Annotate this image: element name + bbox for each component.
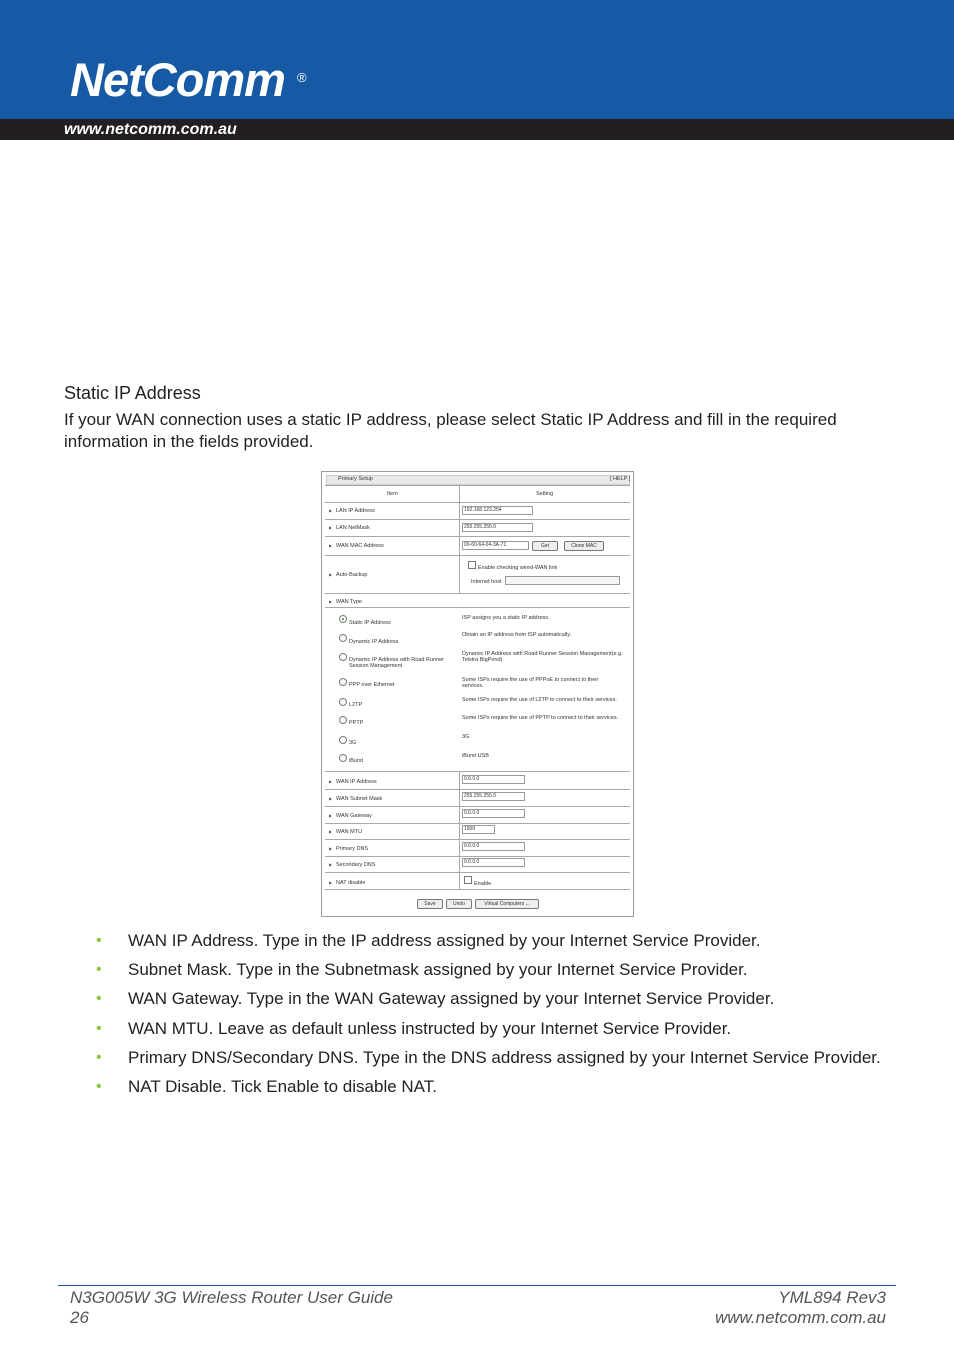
auto-backup-label: Auto-Backup [336,572,368,578]
col-item-header: Item [387,491,398,497]
registered-mark: ® [297,70,307,85]
guide-title: N3G005W 3G Wireless Router User Guide [70,1288,393,1307]
list-item: • Subnet Mask. Type in the Subnetmask assigned by your Internet Service Provider. [96,960,748,980]
radio-pptp[interactable] [339,716,347,724]
brand-logo: NetComm [70,53,285,106]
secondary-dns-input[interactable]: 0.0.0.0 [462,858,525,867]
wan-type-desc: Obtain an IP address from ISP automatically. [462,632,572,638]
clone-mac-button[interactable]: Clone MAC [564,541,604,551]
radio-road-runner[interactable] [339,653,347,661]
bullet-icon: • [96,1019,102,1037]
footer-divider [58,1285,896,1286]
wan-type-option: 3G [349,740,357,746]
wan-type-option: L2TP [349,702,363,708]
virtual-computers-button[interactable]: Virtual Computers ... [475,899,539,909]
arrow-icon: ▶ [329,880,333,885]
section-title: Static IP Address [64,383,201,403]
arrow-icon: ▶ [329,813,333,818]
wan-ip-input[interactable]: 0.0.0.0 [462,775,525,784]
wan-type-desc: Some ISPs require the use of L2TP to connect to their services. [462,697,617,703]
wan-gateway-input[interactable]: 0.0.0.0 [462,809,525,818]
bullet-icon: • [96,961,102,979]
primary-dns-input[interactable]: 0.0.0.0 [462,842,525,851]
field-label: Secondary DNS [336,862,376,868]
wan-type-option: PPTP [349,720,364,726]
save-button[interactable]: Save [417,899,443,909]
wan-mtu-input[interactable]: 1500 [462,825,495,834]
help-link[interactable]: [ HELP ] [610,476,631,482]
wan-type-desc: iBurst USB [462,753,489,759]
wan-type-option: Dynamic IP Address with Road Runner Session Management [349,657,444,669]
field-label: WAN MTU [336,829,363,835]
wan-type-desc: Some ISPs require the use of PPTP to connect to their services. [462,715,619,721]
wan-mac-label: WAN MAC Address [336,543,384,549]
lan-ip-label: LAN IP Address [336,508,375,514]
bullet-icon: • [96,990,102,1008]
wan-mac-input[interactable]: 00-60-64-04-3A-71 [462,541,529,550]
lan-ip-input[interactable]: 192.168.123.254 [462,506,533,515]
footer-url[interactable]: www.netcomm.com.au [715,1308,886,1327]
list-item: • WAN Gateway. Type in the WAN Gateway assigned by your Internet Service Provider. [96,989,775,1009]
section-intro: If your WAN connection uses a static IP address, please select Static IP Address and fill in the required information in the fields provided. [64,410,837,451]
arrow-icon: ▶ [329,846,333,851]
lan-mask-label: LAN NetMask [336,525,370,531]
internet-host-input[interactable] [505,576,620,585]
revision: YML894 Rev3 [778,1288,886,1307]
radio-dynamic-ip[interactable] [339,634,347,642]
arrow-icon: ▶ [329,543,333,548]
field-label: WAN IP Address [336,779,377,785]
col-setting-header: Setting [536,491,554,497]
instructions-list [96,930,916,1105]
arrow-icon: ▶ [329,572,333,577]
list-item: • WAN MTU. Leave as default unless instructed by your Internet Service Provider. [96,1018,732,1038]
radio-static-ip[interactable] [339,615,347,623]
bullet-icon: • [96,932,102,949]
nat-enable-label: Enable [474,881,492,887]
wan-type-option: Static IP Address [349,620,391,626]
header-url[interactable]: www.netcomm.com.au [64,121,237,138]
auto-backup-checkbox[interactable] [468,561,476,569]
wan-type-option: PPP over Ethernet [349,682,395,688]
arrow-icon: ▶ [329,525,333,530]
nat-label: NAT disable [336,880,366,886]
bullet-icon: • [96,1077,102,1095]
wan-type-desc: ISP assigns you a static IP address. [462,615,550,621]
field-label: WAN Subnet Mask [336,796,383,802]
wan-type-desc: 3G [462,734,470,740]
field-label: Primary DNS [336,846,369,852]
field-label: WAN Gateway [336,813,372,819]
auto-backup-check-label: Enable checking wired-WAN link [478,565,558,571]
router-setup-screenshot [321,471,634,917]
bullet-icon: • [96,1048,102,1066]
list-item: • WAN IP Address. Type in the IP address assigned by your Internet Service Provider. [96,931,761,950]
radio-3g[interactable] [339,736,347,744]
arrow-icon: ▶ [329,599,333,604]
get-button[interactable]: Get [532,541,558,551]
arrow-icon: ▶ [329,779,333,784]
footer-right [715,1288,886,1328]
wan-type-desc: Dynamic IP Address with Road Runner Session Management(e.g. Telstra BigPond) [462,651,623,663]
wan-type-option: iBurst [349,758,364,764]
arrow-icon: ▶ [329,829,333,834]
list-item: • NAT Disable. Tick Enable to disable NAT. [96,1076,437,1096]
footer-left [70,1288,393,1328]
arrow-icon: ▶ [329,796,333,801]
internet-host-label: Internet host [471,579,502,585]
radio-iburst[interactable] [339,754,347,762]
list-item: • Primary DNS/Secondary DNS. Type in the DNS address assigned by your Internet Service Provider. [96,1047,881,1067]
undo-button[interactable]: Undo [446,899,472,909]
lan-mask-input[interactable]: 255.255.255.0 [462,523,533,532]
radio-pppoe[interactable] [339,678,347,686]
wan-type-label: WAN Type [336,599,362,605]
wan-subnet-input[interactable]: 255.255.255.0 [462,792,525,801]
radio-l2tp[interactable] [339,698,347,706]
arrow-icon: ▶ [329,862,333,867]
page-number: 26 [70,1308,89,1327]
wan-type-desc: Some ISPs require the use of PPPoE to connect to their services. [462,677,599,689]
nat-enable-checkbox[interactable] [464,876,472,884]
screenshot-title: Primary Setup [338,476,373,482]
wan-type-option: Dynamic IP Address [349,639,399,645]
arrow-icon: ▶ [329,508,333,513]
